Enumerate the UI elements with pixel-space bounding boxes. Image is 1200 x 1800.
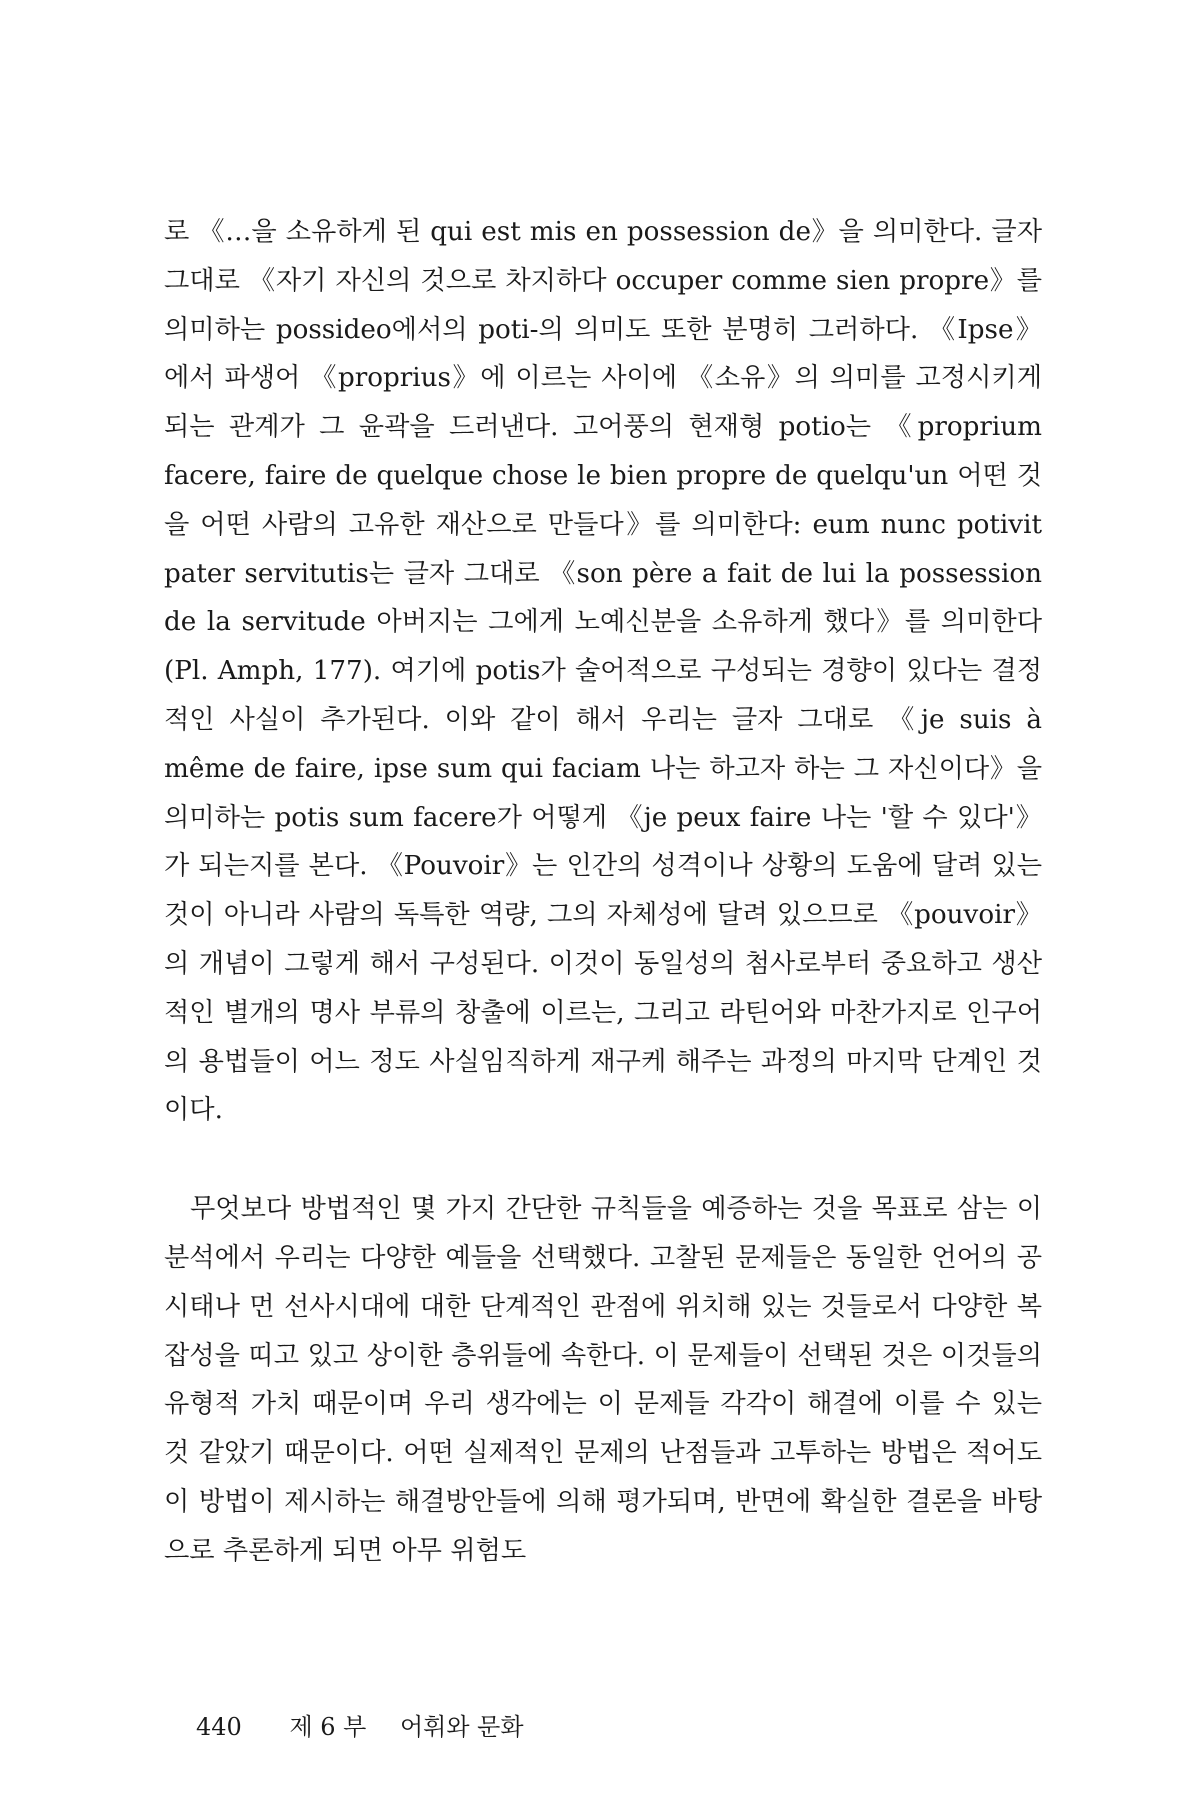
body-text [164, 208, 1042, 1576]
page-footer [196, 1712, 524, 1742]
part-label: 제 6 부 [289, 1713, 367, 1741]
paragraph-1: 로 《…을 소유하게 된 qui est mis en possession de》을 의미한다. 글자 그대로 《자기 자신의 것으로 차지하다 occuper comme sien propre》를 의미하는 possideo에서의 poti-의 의미도 또한 분명히 그러하다. 《Ipse》에서 파생어 《proprius》에 이르는 사이에 《소유》의 의미를 고정시키게 되는 관계가 그 윤곽을 드러낸다. 고어풍의 현재형 potio는 《proprium facere, faire de quelque chose le bien propre de quelqu'un 어떤 것을 어떤 사람의 고유한 재산으로 만들다》를 의미한다: eum nunc potivit pater servitutis는 글자 그대로 《son père a fait de lui la possession de la servitude 아버지는 그에게 노예신분을 소유하게 했다》를 의미한다 (Pl. Amph, 177). 여기에 potis가 술어적으로 구성되는 경향이 있다는 결정적인 사실이 추가된다. 이와 같이 해서 우리는 글자 그대로 《je suis à même de faire, ipse sum qui faciam 나는 하고자 하는 그 자신이다》을 의미하는 potis sum facere가 어떻게 《je peux faire 나는 '할 수 있다'》가 되는지를 본다. 《Pouvoir》는 인간의 성격이나 상황의 도움에 달려 있는 것이 아니라 사람의 독특한 역량, 그의 자체성에 달려 있으므로 《pouvoir》의 개념이 그렇게 해서 구성된다. 이것이 동일성의 첨사로부터 중요하고 생산적인 별개의 명사 부류의 창출에 이르는, 그리고 라틴어와 마찬가지로 인구어의 용법들이 어느 정도 사실임직하게 재구케 해주는 과정의 마지막 단계인 것이다. [164, 217, 1042, 1126]
page-number: 440 [196, 1713, 242, 1741]
section-label: 어휘와 문화 [400, 1713, 524, 1741]
paragraph-2: 무엇보다 방법적인 몇 가지 간단한 규칙들을 예증하는 것을 목표로 삼는 이 분석에서 우리는 다양한 예들을 선택했다. 고찰된 문제들은 동일한 언어의 공시태나 먼 선사시대에 대한 단계적인 관점에 위치해 있는 것들로서 다양한 복잡성을 띠고 있고 상이한 층위들에 속한다. 이 문제들이 선택된 것은 이것들의 유형적 가치 때문이며 우리 생각에는 이 문제들 각각이 해결에 이를 수 있는 것 같았기 때문이다. 어떤 실제적인 문제의 난점들과 고투하는 방법은 적어도 이 방법이 제시하는 해결방안들에 의해 평가되며, 반면에 확실한 결론을 바탕으로 추론하게 되면 아무 위험도 [164, 1194, 1042, 1566]
